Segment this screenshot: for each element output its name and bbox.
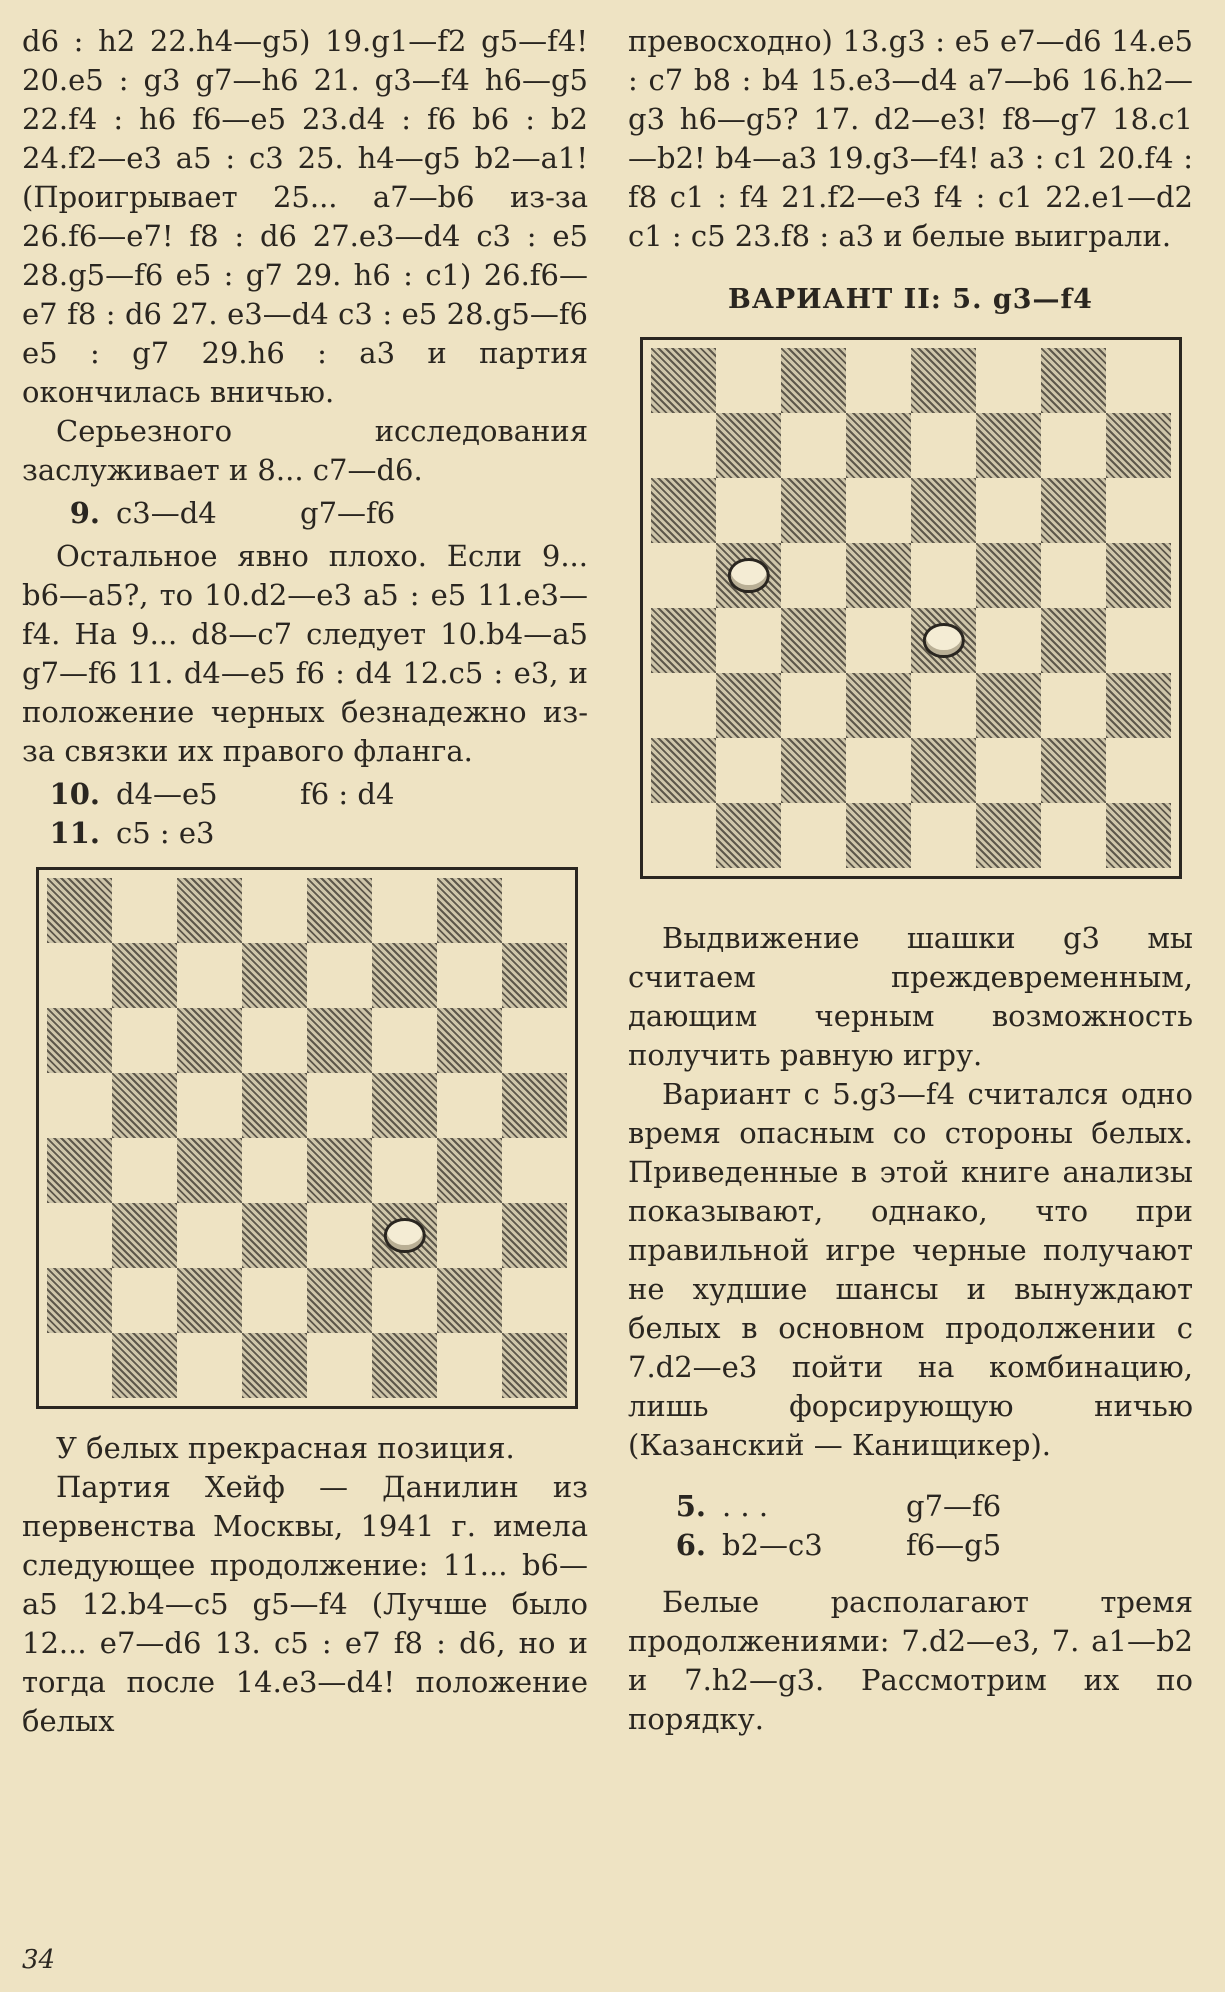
white-move: c3—d4 [116, 496, 217, 530]
move-line [22, 494, 588, 533]
square-h6 [1106, 478, 1171, 543]
square-e2 [307, 1268, 372, 1333]
square-g6 [437, 1008, 502, 1073]
move-number: 11. [49, 816, 100, 850]
square-g4 [437, 1138, 502, 1203]
square-c8 [177, 878, 242, 943]
square-h2 [502, 1268, 567, 1333]
square-b7 [716, 413, 781, 478]
move-line [628, 1487, 1193, 1565]
square-e1 [911, 803, 976, 868]
square-e7 [307, 943, 372, 1008]
move-number: 10. [49, 777, 100, 811]
square-f6 [372, 1008, 437, 1073]
square-h3 [502, 1203, 567, 1268]
square-a5 [651, 543, 716, 608]
square-f4 [372, 1138, 437, 1203]
square-f2 [372, 1268, 437, 1333]
square-e7 [911, 413, 976, 478]
square-f1 [976, 803, 1041, 868]
square-f7 [976, 413, 1041, 478]
move-number: 5. [675, 1489, 706, 1523]
white-move: b2—c3 [722, 1528, 823, 1562]
square-e5 [307, 1073, 372, 1138]
right-column [628, 22, 1193, 1739]
square-e1 [307, 1333, 372, 1398]
white-move: . . . [722, 1489, 769, 1523]
square-b7 [112, 943, 177, 1008]
square-e3 [911, 673, 976, 738]
square-e3 [307, 1203, 372, 1268]
square-d2 [242, 1268, 307, 1333]
white-move: d4—e5 [116, 777, 218, 811]
paragraph: Белые располагают тремя продолжениями: 7.d2—e3, 7. a1—b2 и 7.h2—g3. Рассмотрим их по порядку. [628, 1585, 1193, 1736]
checkers-board [651, 348, 1171, 868]
square-h8 [1106, 348, 1171, 413]
white-checker-icon [922, 623, 964, 659]
square-h5 [1106, 543, 1171, 608]
square-b8 [716, 348, 781, 413]
move-number: 6. [675, 1528, 706, 1562]
square-h8 [502, 878, 567, 943]
square-a8 [651, 348, 716, 413]
black-move [286, 814, 300, 853]
square-g8 [437, 878, 502, 943]
square-c7 [781, 413, 846, 478]
square-g8 [1041, 348, 1106, 413]
square-g5 [1041, 543, 1106, 608]
paragraph: превосходно) 13.g3 : e5 e7—d6 14.e5 : c7 b8 : b4 15.e3—d4 a7—b6 16.h2—g3 h6—g5? 17. d2—e3! f8—g7 18.c1—b2! b4—a3 19.g3—f4! a3 : c1 20.f4 : f8 c1 : f4 21.f2—e3 f4 : c1 22.e1—d2 c1 : c5 23.f8 : a3 и белые выиграли. [628, 24, 1193, 253]
paragraph: Вариант с 5.g3—f4 считался одно время опасным со стороны белых. Приведенные в этой книге анализы показывают, однако, что при правильной игре черные получают не худшие шансы и вынуждают белых в основном продолжении с 7.d2—e3 пойти на комбинацию, лишь форсирующую ничью (Казанский — Канищикер). [628, 1077, 1193, 1462]
square-c5 [177, 1073, 242, 1138]
square-a8 [47, 878, 112, 943]
square-b4 [112, 1138, 177, 1203]
square-e2 [911, 738, 976, 803]
square-g1 [437, 1333, 502, 1398]
paragraph: Серьезного исследования заслуживает и 8... c7—d6. [22, 414, 588, 487]
square-h4 [1106, 608, 1171, 673]
square-f5 [372, 1073, 437, 1138]
square-a3 [651, 673, 716, 738]
square-b3 [112, 1203, 177, 1268]
square-g4 [1041, 608, 1106, 673]
square-b6 [112, 1008, 177, 1073]
square-b3 [716, 673, 781, 738]
square-f7 [372, 943, 437, 1008]
square-d7 [242, 943, 307, 1008]
square-a5 [47, 1073, 112, 1138]
square-b1 [716, 803, 781, 868]
black-move: g7—f6 [300, 496, 396, 530]
square-e4 [307, 1138, 372, 1203]
square-b4 [716, 608, 781, 673]
square-c1 [781, 803, 846, 868]
checkers-board [47, 878, 567, 1398]
square-f1 [372, 1333, 437, 1398]
square-e8 [911, 348, 976, 413]
square-e6 [911, 478, 976, 543]
square-c6 [177, 1008, 242, 1073]
square-c3 [781, 673, 846, 738]
square-b5 [716, 543, 781, 608]
square-e6 [307, 1008, 372, 1073]
square-b2 [716, 738, 781, 803]
square-d8 [242, 878, 307, 943]
square-c7 [177, 943, 242, 1008]
checkers-diagram-1 [36, 867, 578, 1409]
white-checker-icon [383, 1218, 425, 1254]
square-c6 [781, 478, 846, 543]
square-h1 [502, 1333, 567, 1398]
left-column [22, 22, 588, 1741]
square-g6 [1041, 478, 1106, 543]
square-g7 [437, 943, 502, 1008]
square-d5 [846, 543, 911, 608]
square-a4 [47, 1138, 112, 1203]
square-c2 [177, 1268, 242, 1333]
square-c3 [177, 1203, 242, 1268]
black-move: g7—f6 [906, 1489, 1002, 1523]
square-a4 [651, 608, 716, 673]
square-a2 [651, 738, 716, 803]
square-b2 [112, 1268, 177, 1333]
square-a1 [47, 1333, 112, 1398]
square-g3 [437, 1203, 502, 1268]
square-a1 [651, 803, 716, 868]
square-e4 [911, 608, 976, 673]
square-d5 [242, 1073, 307, 1138]
square-f8 [372, 878, 437, 943]
square-h2 [1106, 738, 1171, 803]
square-d2 [846, 738, 911, 803]
square-c4 [177, 1138, 242, 1203]
square-e8 [307, 878, 372, 943]
paragraph: d6 : h2 22.h4—g5) 19.g1—f2 g5—f4! 20.e5 : g3 g7—h6 21. g3—f4 h6—g5 22.f4 : h6 f6—e5 23.d4 : f6 b6 : b2 24.f2—e3 a5 : c3 25. h4—g5 b2—a1! (Проигрывает 25... a7—b6 из-за 26.f6—e7! f8 : d6 27.e3—d4 c3 : e5 28.g5—f6 e5 : g7 29. h6 : c1) 26.f6—e7 f8 : d6 27. e3—d4 c3 : e5 28.g5—f6 e5 : g7 29.h6 : a3 и партия окончилась вничью. [22, 24, 588, 409]
square-d4 [242, 1138, 307, 1203]
checkers-diagram-2 [640, 337, 1182, 879]
square-d6 [846, 478, 911, 543]
square-d6 [242, 1008, 307, 1073]
square-h4 [502, 1138, 567, 1203]
square-f2 [976, 738, 1041, 803]
square-f8 [976, 348, 1041, 413]
square-e5 [911, 543, 976, 608]
square-a6 [651, 478, 716, 543]
square-g2 [437, 1268, 502, 1333]
square-g3 [1041, 673, 1106, 738]
square-h6 [502, 1008, 567, 1073]
square-d1 [242, 1333, 307, 1398]
square-a7 [47, 943, 112, 1008]
square-d3 [846, 673, 911, 738]
square-f3 [976, 673, 1041, 738]
paragraph: Остальное явно плохо. Если 9... b6—a5?, то 10.d2—e3 a5 : e5 11.e3—f4. На 9... d8—c7 следует 10.b4—a5 g7—f6 11. d4—e5 f6 : d4 12.c5 : e3, и положение черных безнадежно из-за связки их правого фланга. [22, 539, 588, 768]
white-checker-icon [727, 558, 769, 594]
square-h7 [502, 943, 567, 1008]
square-a6 [47, 1008, 112, 1073]
square-b1 [112, 1333, 177, 1398]
page-number: 34 [22, 1945, 56, 1975]
square-h7 [1106, 413, 1171, 478]
paragraph: У белых прекрасная позиция. [56, 1431, 515, 1465]
section-heading: ВАРИАНТ II: 5. g3—f4 [728, 284, 1093, 315]
black-move: f6—g5 [906, 1528, 1002, 1562]
square-b8 [112, 878, 177, 943]
white-move: c5 : e3 [116, 816, 215, 850]
square-d7 [846, 413, 911, 478]
paragraph: Выдвижение шашки g3 мы считаем преждевременным, дающим черным возможность получить равную игру. [628, 921, 1193, 1072]
square-f3 [372, 1203, 437, 1268]
square-g7 [1041, 413, 1106, 478]
square-b5 [112, 1073, 177, 1138]
square-d3 [242, 1203, 307, 1268]
square-g2 [1041, 738, 1106, 803]
move-line [22, 775, 588, 853]
square-a2 [47, 1268, 112, 1333]
square-d8 [846, 348, 911, 413]
square-c4 [781, 608, 846, 673]
black-move: f6 : d4 [300, 777, 395, 811]
square-f5 [976, 543, 1041, 608]
square-d4 [846, 608, 911, 673]
square-c1 [177, 1333, 242, 1398]
square-a7 [651, 413, 716, 478]
square-h3 [1106, 673, 1171, 738]
square-a3 [47, 1203, 112, 1268]
square-f6 [976, 478, 1041, 543]
square-b6 [716, 478, 781, 543]
square-g1 [1041, 803, 1106, 868]
square-d1 [846, 803, 911, 868]
square-f4 [976, 608, 1041, 673]
square-c5 [781, 543, 846, 608]
paragraph: Партия Хейф — Данилин из первенства Москвы, 1941 г. имела следующее продолжение: 11... b6—a5 12.b4—c5 g5—f4 (Лучше было 12... e7—d6 13. c5 : e7 f8 : d6, но и тогда после 14.e3—d4! положение белых [22, 1470, 588, 1738]
square-h1 [1106, 803, 1171, 868]
square-h5 [502, 1073, 567, 1138]
square-c8 [781, 348, 846, 413]
square-c2 [781, 738, 846, 803]
move-number: 9. [69, 496, 100, 530]
square-g5 [437, 1073, 502, 1138]
